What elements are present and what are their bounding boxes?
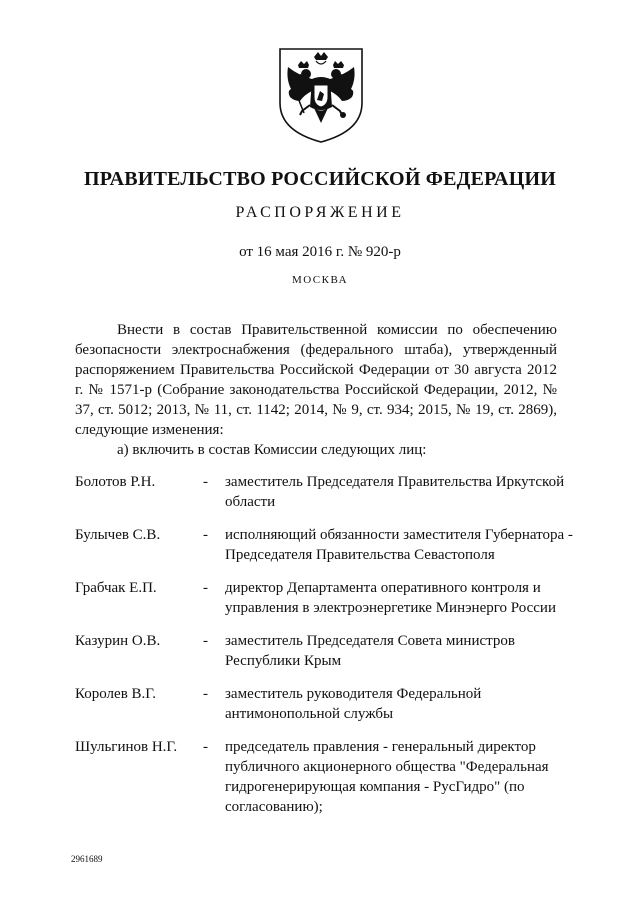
russian-coat-of-arms-icon: [276, 45, 366, 145]
member-row: [75, 684, 575, 724]
member-dash: -: [203, 580, 208, 596]
document-code: 2961689: [71, 854, 103, 864]
member-row: [75, 525, 575, 565]
member-list: [75, 472, 575, 817]
member-row: [75, 578, 575, 618]
member-role: заместитель руководителя Федеральной антимонопольной службы: [225, 686, 482, 722]
member-row: [75, 472, 575, 512]
member-row: [75, 737, 575, 817]
document-type: РАСПОРЯЖЕНИЕ: [235, 204, 405, 221]
member-role: председатель правления - генеральный директор публичного акционерного общества "Федеральная гидрогенерирующая компания - РусГидро" (по согласованию);: [225, 739, 549, 815]
document-date-number: от 16 мая 2016 г. № 920-р: [239, 244, 401, 260]
government-title: ПРАВИТЕЛЬСТВО РОССИЙСКОЙ ФЕДЕРАЦИИ: [84, 168, 556, 190]
member-name: Королев В.Г.: [75, 686, 157, 702]
member-name: Булычев С.В.: [75, 527, 161, 543]
member-dash: -: [203, 686, 208, 702]
member-name: Болотов Р.Н.: [75, 474, 156, 490]
main-paragraph: Внести в состав Правительственной комиссии по обеспечению безопасности электроснабжения (федерального штаба), утвержденный распоряжением Правительства Российской Федерации от 30 августа 2012 г. № 1571-р (Собрание законодательства Российской Федерации, 2012, № 37, ст. 5012; 2013, № 11, ст. 1142; 2014, № 9, ст. 934; 2015, № 19, ст. 2869), следующие изменения:: [75, 322, 557, 438]
document-city: МОСКВА: [291, 274, 349, 286]
member-role: заместитель Председателя Правительства Иркутской области: [225, 474, 565, 510]
member-dash: -: [203, 739, 208, 755]
member-dash: -: [203, 474, 208, 490]
member-dash: -: [203, 633, 208, 649]
member-row: [75, 631, 575, 671]
member-dash: -: [203, 527, 208, 543]
member-role: директор Департамента оперативного контроля и управления в электроэнергетике Минэнерго России: [225, 580, 556, 616]
member-name: Шульгинов Н.Г.: [75, 739, 178, 755]
member-name: Грабчак Е.П.: [75, 580, 157, 596]
member-role: заместитель Председателя Совета министров Республики Крым: [225, 633, 515, 669]
member-role: исполняющий обязанности заместителя Губернатора - Председателя Правительства Севастополя: [225, 527, 573, 563]
member-name: Казурин О.В.: [75, 633, 161, 649]
subitem-a: а) включить в состав Комиссии следующих лиц:: [117, 442, 427, 458]
